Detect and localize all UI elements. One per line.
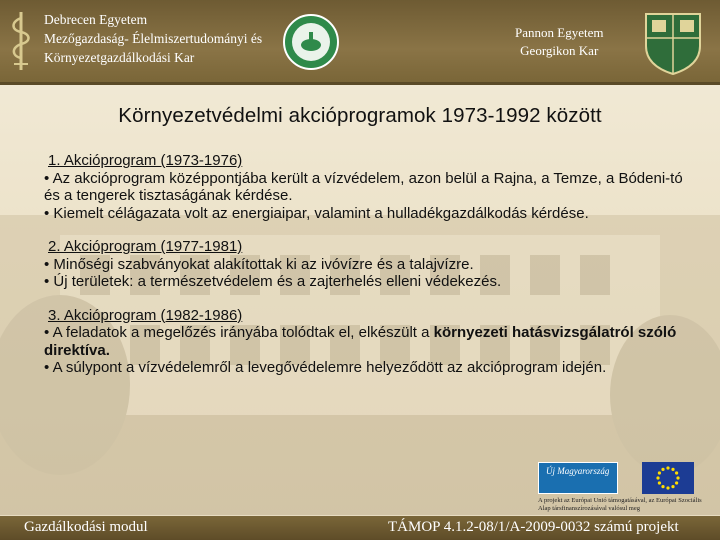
bullet: • Az akcióprogram középpontjába került a vízvédelem, azon belül a Rajna, a Temze, a Bódeni-tó és a tengerek tisztaságának kérdése. bbox=[44, 169, 683, 204]
faculty-logo-icon bbox=[6, 8, 36, 74]
bullet: • Minőségi szabványokat alakítottak ki az ivóvízre és a talajvízre. bbox=[44, 255, 474, 273]
header-left-line-2: Mezőgazdaság- Élelmiszertudományi és bbox=[44, 31, 263, 46]
section-1 bbox=[44, 152, 684, 222]
slide-title: Környezetvédelmi akcióprogramok 1973-1992 között bbox=[118, 104, 602, 127]
section-heading: 2. Akcióprogram (1977-1981) bbox=[48, 238, 243, 255]
header-right-line-1: Pannon Egyetem bbox=[515, 25, 604, 40]
header-right-line-2: Georgikon Kar bbox=[520, 43, 599, 58]
footer-module-label: Gazdálkodási modul bbox=[24, 519, 148, 535]
header-left-line-3: Környezetgazdálkodási Kar bbox=[44, 50, 195, 65]
header-left-text bbox=[44, 10, 262, 67]
footer-project-label: TÁMOP 4.1.2-08/1/A-2009-0032 számú projekt bbox=[388, 519, 679, 535]
bullet bbox=[44, 324, 684, 359]
eu-funding-caption: A projekt az Európai Unió támogatásával, az Európai Szociális Alap társfinanszírozásával valósul meg bbox=[538, 497, 702, 512]
uj-magyarorszag-text: Új Magyarország bbox=[546, 466, 610, 476]
section-2 bbox=[44, 238, 684, 291]
header-left-line-1: Debrecen Egyetem bbox=[44, 12, 148, 27]
section-heading: 3. Akcióprogram (1982-1986) bbox=[48, 306, 243, 324]
bullet: • A súlypont a vízvédelemről a levegővédelemre helyeződött az akcióprogram idején. bbox=[44, 359, 607, 376]
slide-content bbox=[44, 152, 684, 393]
bullet: • Kiemelt célágazata volt az energiaipar, valamint a hulladékgazdálkodás kérdése. bbox=[44, 204, 589, 222]
bullet-bold-text: környezeti hatásvizsgálatról szóló direktíva. bbox=[44, 324, 677, 359]
section-3 bbox=[44, 307, 684, 377]
university-seal-icon bbox=[283, 14, 339, 70]
header-right-text bbox=[515, 24, 603, 60]
header-divider bbox=[0, 82, 720, 85]
university-crest-icon bbox=[642, 10, 704, 76]
bullet-text: • A feladatok a megelőzés irányába tolódtak el, elkészült a bbox=[44, 324, 434, 341]
section-heading: 1. Akcióprogram (1973-1976) bbox=[48, 152, 243, 169]
eu-flag-icon bbox=[642, 462, 694, 494]
bullet: • Új területek: a természetvédelem és a zajterhelés elleni védekezés. bbox=[44, 273, 502, 290]
